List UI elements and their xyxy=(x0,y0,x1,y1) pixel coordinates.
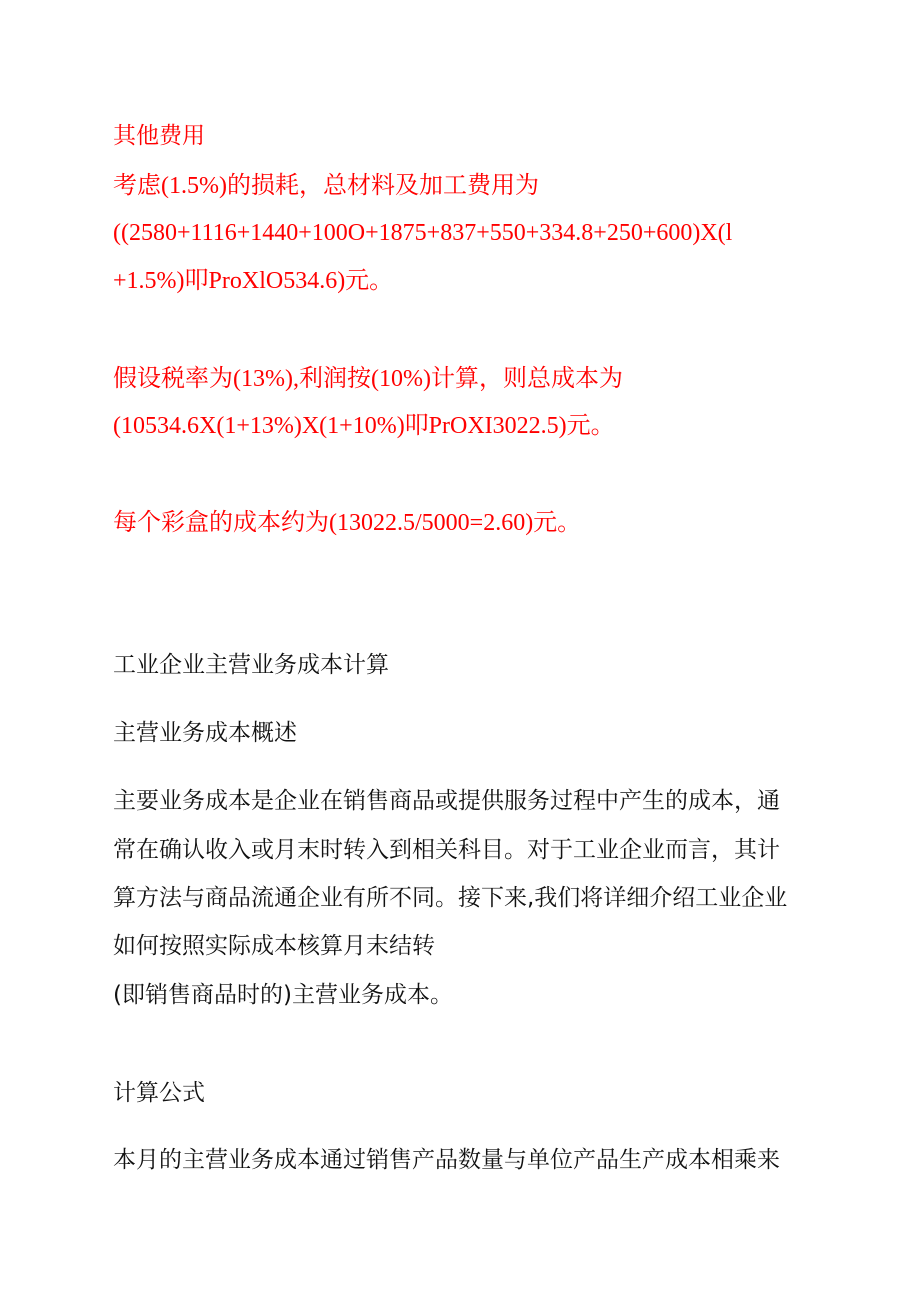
other-costs-heading: 其他费用 xyxy=(113,123,205,149)
section-title: 工业企业主营业务成本计算 xyxy=(113,652,389,678)
tax-line-1: 假设税率为(13%),利润按(10%)计算，则总成本为 xyxy=(113,366,623,392)
unit-cost-line: 每个彩盒的成本约为(13022.5/5000=2.60)元。 xyxy=(113,510,582,536)
paragraph-1-line-3: 算方法与商品流通企业有所不同。接下来,我们将详细介绍工业企业 xyxy=(113,885,788,911)
formula-heading: 计算公式 xyxy=(113,1080,205,1106)
paragraph-1-line-4: 如何按照实际成本核算月末结转 xyxy=(113,933,435,959)
tax-line-2: (10534.6X(1+13%)X(1+10%)叩PrOXI3022.5)元。 xyxy=(113,413,615,439)
paragraph-1-line-5: (即销售商品时的)主营业务成本。 xyxy=(113,982,453,1008)
loss-line-2: ((2580+1116+1440+100O+1875+837+550+334.8+250+600)X(l xyxy=(113,220,733,246)
paragraph-1-line-2: 常在确认收入或月末时转入到相关科目。对于工业企业而言，其计 xyxy=(113,837,780,863)
loss-line-1: 考虑(1.5%)的损耗，总材料及加工费用为 xyxy=(113,173,539,199)
paragraph-1-line-1: 主要业务成本是企业在销售商品或提供服务过程中产生的成本，通 xyxy=(113,788,780,814)
overview-heading: 主营业务成本概述 xyxy=(113,720,297,746)
loss-line-3: +1.5%)叩ProXlO534.6)元。 xyxy=(113,268,394,294)
paragraph-2-line-1: 本月的主营业务成本通过销售产品数量与单位产品生产成本相乘来 xyxy=(113,1147,780,1173)
